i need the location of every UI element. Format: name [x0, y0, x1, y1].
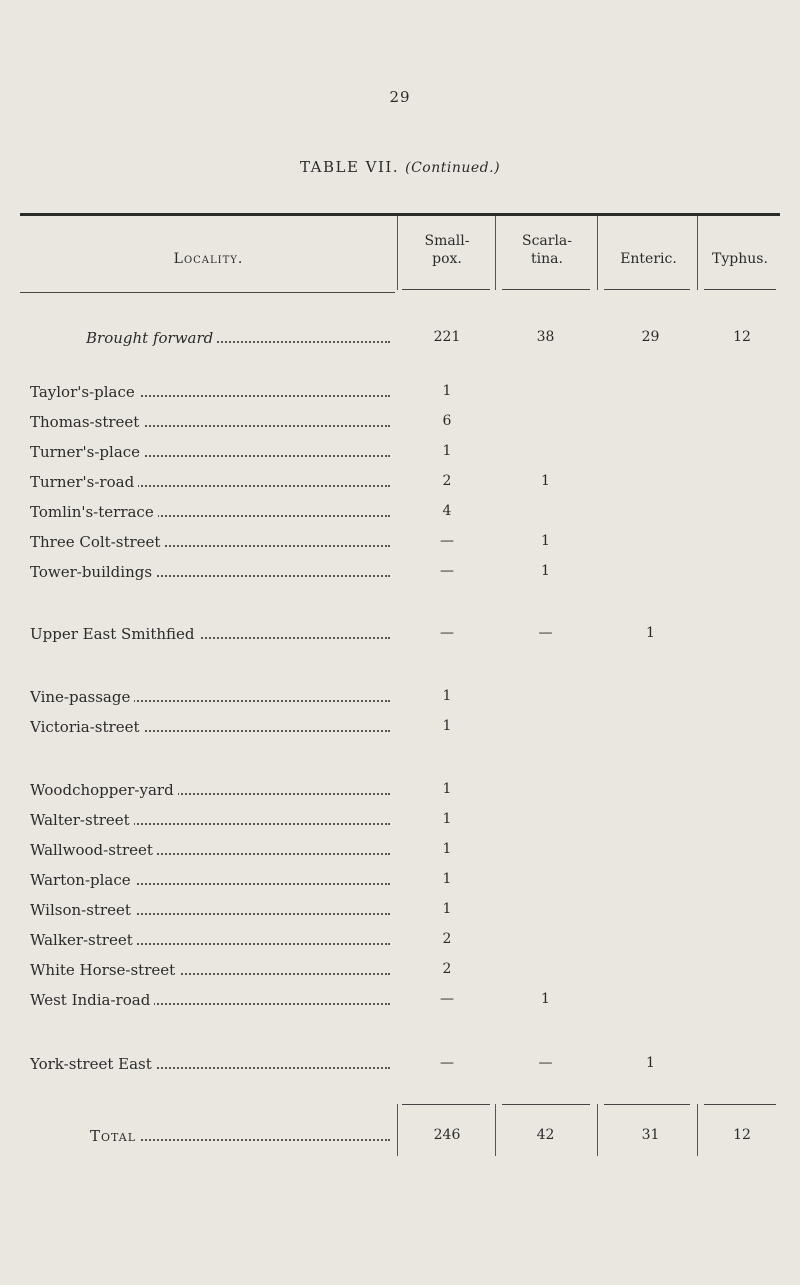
- table-row: [0, 413, 800, 443]
- locality-cell: [30, 563, 390, 581]
- header-rule: [502, 289, 590, 290]
- scarlatina-cell: 38: [536, 329, 555, 345]
- locality-label: Warton-place: [30, 871, 135, 889]
- smallpox-cell: —: [440, 991, 454, 1007]
- header-typhus: Typhus.: [712, 251, 768, 267]
- scarlatina-cell: 1: [541, 473, 550, 489]
- total-label: Total: [90, 1127, 140, 1145]
- locality-label: York-street East: [30, 1055, 156, 1073]
- locality-cell: [30, 718, 390, 736]
- table-row: [0, 1055, 800, 1085]
- locality-label: Tomlin's-terrace: [30, 503, 158, 521]
- enteric-cell: 1: [646, 1055, 655, 1071]
- locality-label: Upper East Smithfied: [30, 625, 199, 643]
- smallpox-cell: 1: [442, 718, 452, 734]
- header-enteric: Enteric.: [620, 251, 677, 267]
- table-row: [0, 563, 800, 593]
- table-row: [0, 533, 800, 563]
- header-rule: [604, 289, 690, 290]
- locality-cell: [30, 413, 390, 431]
- locality-label: Wilson-street: [30, 901, 135, 919]
- locality-label: White Horse-street: [30, 961, 179, 979]
- locality-cell: [30, 841, 390, 859]
- locality-label: Tower-buildings: [30, 563, 156, 581]
- total-rule: [402, 1104, 490, 1105]
- locality-label: Brought forward: [86, 329, 217, 347]
- header-smallpox-line2: pox.: [432, 251, 462, 267]
- scarlatina-cell: 1: [541, 533, 550, 549]
- table-row: [0, 901, 800, 931]
- header-scarlatina: [498, 232, 596, 268]
- scarlatina-cell: —: [538, 625, 553, 641]
- header-rule: [402, 289, 490, 290]
- table-row: [0, 688, 800, 718]
- smallpox-cell: —: [440, 563, 454, 579]
- locality-cell: [30, 473, 390, 491]
- header-smallpox: [400, 232, 494, 268]
- column-divider: [597, 216, 598, 290]
- column-divider: [697, 216, 698, 290]
- locality-label: Three Colt-street: [30, 533, 164, 551]
- table-row: [0, 931, 800, 961]
- table-row: [0, 991, 800, 1021]
- total-typhus: 12: [733, 1127, 751, 1143]
- table-title-text: TABLE VII.: [299, 158, 400, 176]
- locality-cell: [30, 991, 390, 1009]
- total-label-cell: [90, 1127, 390, 1145]
- table-row: [0, 503, 800, 533]
- enteric-cell: 29: [641, 329, 660, 345]
- smallpox-cell: 1: [442, 811, 452, 827]
- column-divider: [397, 216, 398, 290]
- table-row: [0, 871, 800, 901]
- table-row: [0, 841, 800, 871]
- locality-cell: [30, 688, 390, 706]
- smallpox-cell: 1: [442, 383, 452, 399]
- table-row: [0, 473, 800, 503]
- smallpox-cell: 1: [442, 901, 452, 917]
- scarlatina-cell: 1: [541, 563, 550, 579]
- locality-label: West India-road: [30, 991, 154, 1009]
- locality-label: Taylor's-place: [30, 383, 139, 401]
- locality-label: Wallwood-street: [30, 841, 157, 859]
- total-row: [0, 1127, 800, 1157]
- total-smallpox: 246: [433, 1127, 461, 1143]
- table-top-rule: [20, 213, 780, 216]
- locality-label: Victoria-street: [30, 718, 143, 736]
- total-rule: [502, 1104, 590, 1105]
- smallpox-cell: 221: [433, 329, 461, 345]
- locality-cell: [86, 329, 390, 347]
- header-rule: [704, 289, 776, 290]
- locality-cell: [30, 625, 390, 643]
- header-smallpox-line1: Small-: [424, 233, 470, 249]
- locality-cell: [30, 443, 390, 461]
- total-rule: [704, 1104, 776, 1105]
- locality-cell: [30, 1055, 390, 1073]
- locality-label: Vine-passage: [30, 688, 134, 706]
- locality-cell: [30, 503, 390, 521]
- locality-label: Walter-street: [30, 811, 134, 829]
- locality-cell: [30, 781, 390, 799]
- table-row: [0, 781, 800, 811]
- header-scarlatina-line2: tina.: [531, 251, 563, 267]
- scarlatina-cell: —: [538, 1055, 553, 1071]
- smallpox-cell: 1: [442, 688, 452, 704]
- typhus-cell: 12: [733, 329, 751, 345]
- total-scarlatina: 42: [536, 1127, 555, 1143]
- table-row: [0, 443, 800, 473]
- column-divider: [495, 216, 496, 290]
- smallpox-cell: —: [440, 1055, 454, 1071]
- locality-cell: [30, 383, 390, 401]
- header-locality: Locality.: [173, 251, 244, 267]
- scarlatina-cell: 1: [541, 991, 550, 1007]
- table-row: [0, 383, 800, 413]
- smallpox-cell: 2: [442, 931, 452, 947]
- smallpox-cell: —: [440, 625, 454, 641]
- enteric-cell: 1: [646, 625, 655, 641]
- locality-cell: [30, 533, 390, 551]
- locality-label: Walker-street: [30, 931, 137, 949]
- locality-cell: [30, 871, 390, 889]
- smallpox-cell: 1: [442, 781, 452, 797]
- smallpox-cell: 6: [442, 413, 452, 429]
- total-rule: [604, 1104, 690, 1105]
- smallpox-cell: 2: [442, 473, 452, 489]
- smallpox-cell: —: [440, 533, 454, 549]
- smallpox-cell: 2: [442, 961, 452, 977]
- locality-cell: [30, 961, 390, 979]
- total-enteric: 31: [641, 1127, 660, 1143]
- locality-label: Turner's-place: [30, 443, 144, 461]
- table-row: [0, 811, 800, 841]
- table-title: [0, 158, 800, 176]
- table-row: [0, 961, 800, 991]
- table-title-note: (Continued.): [405, 160, 501, 176]
- smallpox-cell: 4: [442, 503, 452, 519]
- locality-label: Turner's-road: [30, 473, 138, 491]
- smallpox-cell: 1: [442, 443, 452, 459]
- locality-cell: [30, 931, 390, 949]
- header-rule: [20, 292, 395, 293]
- header-scarlatina-line1: Scarla-: [521, 233, 573, 249]
- table-row: [0, 329, 800, 359]
- page-number: 29: [389, 88, 411, 106]
- locality-label: Thomas-street: [30, 413, 143, 431]
- locality-cell: [30, 811, 390, 829]
- locality-cell: [30, 901, 390, 919]
- table-row: [0, 625, 800, 655]
- smallpox-cell: 1: [442, 841, 452, 857]
- locality-label: Woodchopper-yard: [30, 781, 178, 799]
- table-row: [0, 718, 800, 748]
- smallpox-cell: 1: [442, 871, 452, 887]
